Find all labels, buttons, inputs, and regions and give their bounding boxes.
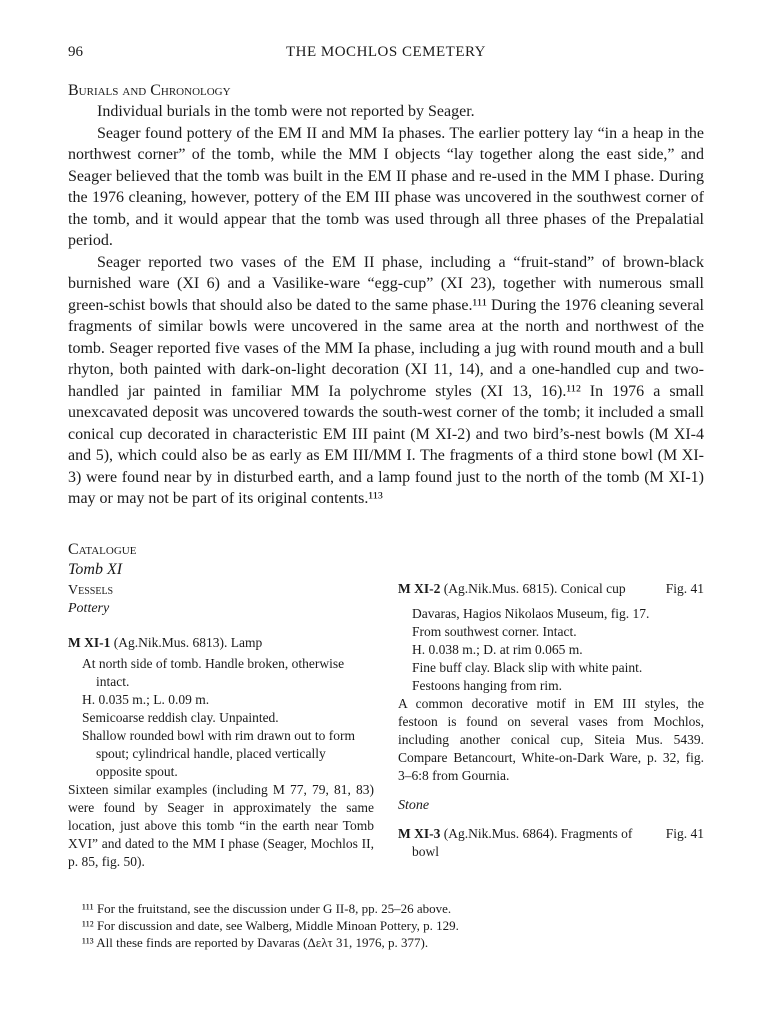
paragraph: Individual burials in the tomb were not reported by Seager.	[97, 103, 475, 120]
catalogue-column-left	[68, 582, 374, 871]
entry-heading	[398, 825, 704, 861]
catalogue-heading: Catalogue	[68, 541, 137, 558]
footnotes	[68, 900, 704, 951]
figure-reference: Fig. 41	[665, 826, 704, 841]
entry-line: At north side of tomb. Handle broken, otherwise intact.	[82, 656, 345, 689]
vessels-heading: Vessels	[68, 583, 114, 598]
stone-heading: Stone	[398, 798, 430, 813]
running-title: THE MOCHLOS CEMETERY	[285, 44, 486, 60]
paragraph: Seager reported two vases of the EM II phase, including a “fruit-stand” of brown-black burnished ware (XI 6) and a Vasilike-ware “egg-cup” (XI 23), together with numerous small green-schist bowls that should also be dated to the same phase.¹¹¹ During the 1976 cleaning several fragments of similar bowls were uncovered in the same area at the north and northwest of the tomb. Seager reported five vases of the MM Ia phase, including a jug with round mouth and a bull rhyton, both painted with dark-on-light decoration (XI 11, 14), and a one-handled cup and two-handled jar painted in familiar MM Ia polychrome styles (XI 13, 16).¹¹² In 1976 a small unexcavated deposit was uncovered towards the south-west corner of the tomb; it included a small conical cup decorated in characteristic EM III paint (M XI-2) and two bird’s-nest bowls (M XI-4 and 5), which could also be as early as EM III/MM I. The fragments of a third stone bowl (M XI-3) were found near by in disturbed earth, and a lamp found just to the north of the tomb (M XI-1) may or may not be part of its original contents.¹¹³	[68, 253, 704, 507]
entry-line: From southwest corner. Intact.	[412, 624, 577, 639]
entry-heading	[398, 580, 704, 598]
footnote: ¹¹² For discussion and date, see Walberg, Middle Minoan Pottery, p. 129.	[82, 918, 459, 933]
entry-line: H. 0.035 m.; L. 0.09 m.	[82, 692, 210, 707]
footnote: ¹¹³ All these finds are reported by Davaras (Δελτ 31, 1976, p. 377).	[82, 935, 429, 950]
catalogue-section	[68, 540, 704, 869]
entry-line: Shallow rounded bowl with rim drawn out to form spout; cylindrical handle, placed vertically opposite spout.	[82, 728, 355, 779]
entry-note: A common decorative motif in EM III styles, the festoon is found on several vases from Mochlos, including another conical cup, Siteia Mus. 5439. Compare Betancourt, White-on-Dark Ware, p. 32, fig. 3–6:8 from Gournia.	[398, 696, 704, 783]
entry-line: H. 0.038 m.; D. at rim 0.065 m.	[412, 642, 583, 657]
running-head	[68, 44, 704, 64]
entry-note: Sixteen similar examples (including M 77, 79, 81, 83) were found by Seager in approximately the same location, just above this tomb “in the earth near Tomb XVI” and dated to the MM I phase (Seager, Mochlos II, p. 85, fig. 50).	[68, 782, 374, 869]
entry-id: M XI-1	[68, 635, 111, 650]
entry-heading	[68, 634, 374, 652]
footnote: ¹¹¹ For the fruitstand, see the discussion under G II-8, pp. 25–26 above.	[82, 901, 452, 916]
section-heading: Burials and Chronology	[68, 82, 231, 99]
paragraph: Seager found pottery of the EM II and MM Ia phases. The earlier pottery lay “in a heap in the northwest corner” of the tomb, while the MM I objects “lay together along the east side,” and Seager believed that the tomb was built in the EM II phase and re-used in the MM I phase. During the 1976 cleaning, however, pottery of the EM III phase was uncovered in the southwest corner of the tomb, and it would appear that the tomb was used through all three phases of the Prepalatial period.	[68, 124, 704, 249]
entry-line: Festoons hanging from rim.	[412, 678, 562, 693]
entry-title: (Ag.Nik.Mus. 6864). Fragments of bowl	[412, 826, 633, 859]
burials-section	[68, 80, 704, 510]
entry-line: Semicoarse reddish clay. Unpainted.	[82, 710, 279, 725]
entry-line: Davaras, Hagios Nikolaos Museum, fig. 17.	[412, 606, 650, 621]
catalogue-column-right	[398, 580, 704, 861]
tomb-heading: Tomb XI	[68, 561, 123, 578]
pottery-heading: Pottery	[68, 601, 110, 616]
page-number: 96	[68, 44, 83, 60]
entry-line: Fine buff clay. Black slip with white paint.	[412, 660, 643, 675]
figure-reference: Fig. 41	[665, 581, 704, 596]
entry-id: M XI-3	[398, 826, 441, 841]
entry-title: (Ag.Nik.Mus. 6813). Lamp	[110, 635, 263, 650]
entry-id: M XI-2	[398, 581, 441, 596]
entry-title: (Ag.Nik.Mus. 6815). Conical cup	[440, 581, 626, 596]
